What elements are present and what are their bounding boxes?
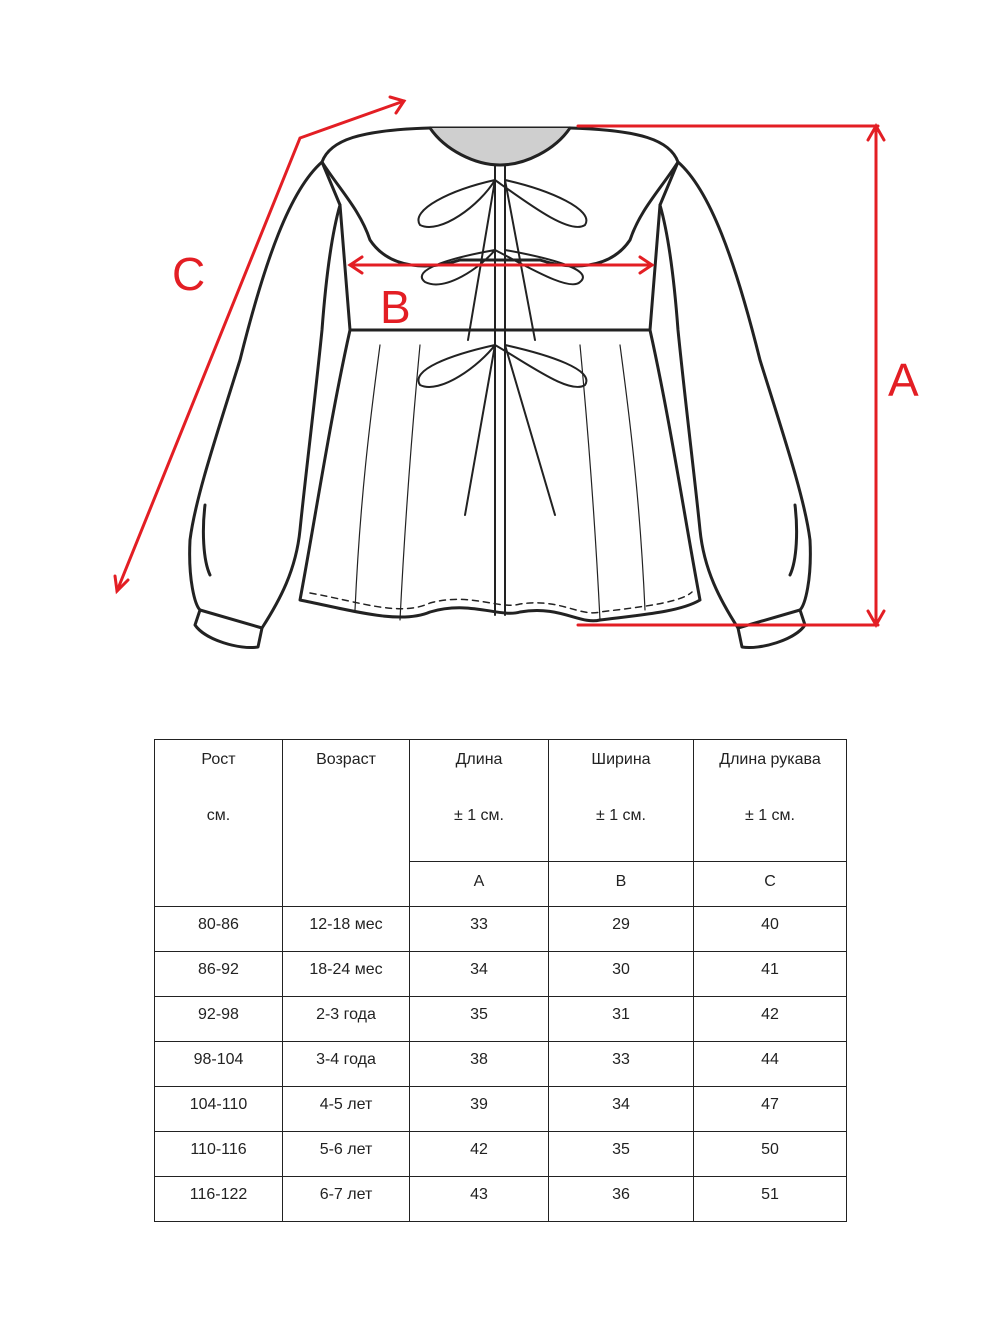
table-row <box>155 1042 847 1087</box>
table-row <box>155 1087 847 1132</box>
table-cell: 42 <box>694 997 847 1042</box>
table-cell: 80-86 <box>155 907 283 952</box>
table-cell: 40 <box>694 907 847 952</box>
table-cell: 43 <box>410 1177 549 1222</box>
table-cell: 39 <box>410 1087 549 1132</box>
bow-ties <box>418 180 586 515</box>
table-cell: 4-5 лет <box>283 1087 410 1132</box>
table-cell: 12-18 мес <box>283 907 410 952</box>
table-cell: 86-92 <box>155 952 283 997</box>
table-cell: 42 <box>410 1132 549 1177</box>
table-cell: 104-110 <box>155 1087 283 1132</box>
header-length: Длина ± 1 см. <box>410 740 549 862</box>
measure-label-a: A <box>888 354 919 406</box>
left-cuff <box>195 610 262 648</box>
table-cell: 38 <box>410 1042 549 1087</box>
table-row <box>155 907 847 952</box>
table-cell: 3-4 года <box>283 1042 410 1087</box>
table-cell: 116-122 <box>155 1177 283 1222</box>
measure-label-c: C <box>172 248 206 300</box>
table-cell: 51 <box>694 1177 847 1222</box>
header-height: Рост см. <box>155 740 283 907</box>
table-cell: 47 <box>694 1087 847 1132</box>
table-row <box>155 997 847 1042</box>
letter-a: A <box>410 862 549 907</box>
right-cuff <box>738 610 805 648</box>
measure-label-b: B <box>380 281 411 333</box>
measure-line-a <box>578 126 878 625</box>
table-cell: 92-98 <box>155 997 283 1042</box>
table-cell: 41 <box>694 952 847 997</box>
table-cell: 6-7 лет <box>283 1177 410 1222</box>
table-cell: 36 <box>549 1177 694 1222</box>
table-row <box>155 952 847 997</box>
table-cell: 2-3 года <box>283 997 410 1042</box>
table-cell: 5-6 лет <box>283 1132 410 1177</box>
table-cell: 35 <box>549 1132 694 1177</box>
letter-c: C <box>694 862 847 907</box>
header-width: Ширина ± 1 см. <box>549 740 694 862</box>
header-sleeve-length: Длина рукава ± 1 см. <box>694 740 847 862</box>
placket <box>495 165 505 615</box>
table-cell: 33 <box>410 907 549 952</box>
table-row <box>155 1132 847 1177</box>
table-cell: 18-24 мес <box>283 952 410 997</box>
table-cell: 33 <box>549 1042 694 1087</box>
neckline <box>430 128 570 165</box>
table-cell: 34 <box>549 1087 694 1132</box>
size-chart-table <box>154 739 847 1222</box>
skirt <box>300 330 700 621</box>
table-cell: 50 <box>694 1132 847 1177</box>
table-row <box>155 1177 847 1222</box>
right-sleeve <box>660 162 810 628</box>
table-cell: 29 <box>549 907 694 952</box>
table-cell: 31 <box>549 997 694 1042</box>
table-cell: 44 <box>694 1042 847 1087</box>
header-age: Возраст <box>283 740 410 907</box>
left-sleeve <box>190 162 340 628</box>
table-cell: 30 <box>549 952 694 997</box>
letter-b: B <box>549 862 694 907</box>
table-cell: 35 <box>410 997 549 1042</box>
table-header-row <box>155 740 847 862</box>
table-cell: 98-104 <box>155 1042 283 1087</box>
table-cell: 110-116 <box>155 1132 283 1177</box>
table-cell: 34 <box>410 952 549 997</box>
